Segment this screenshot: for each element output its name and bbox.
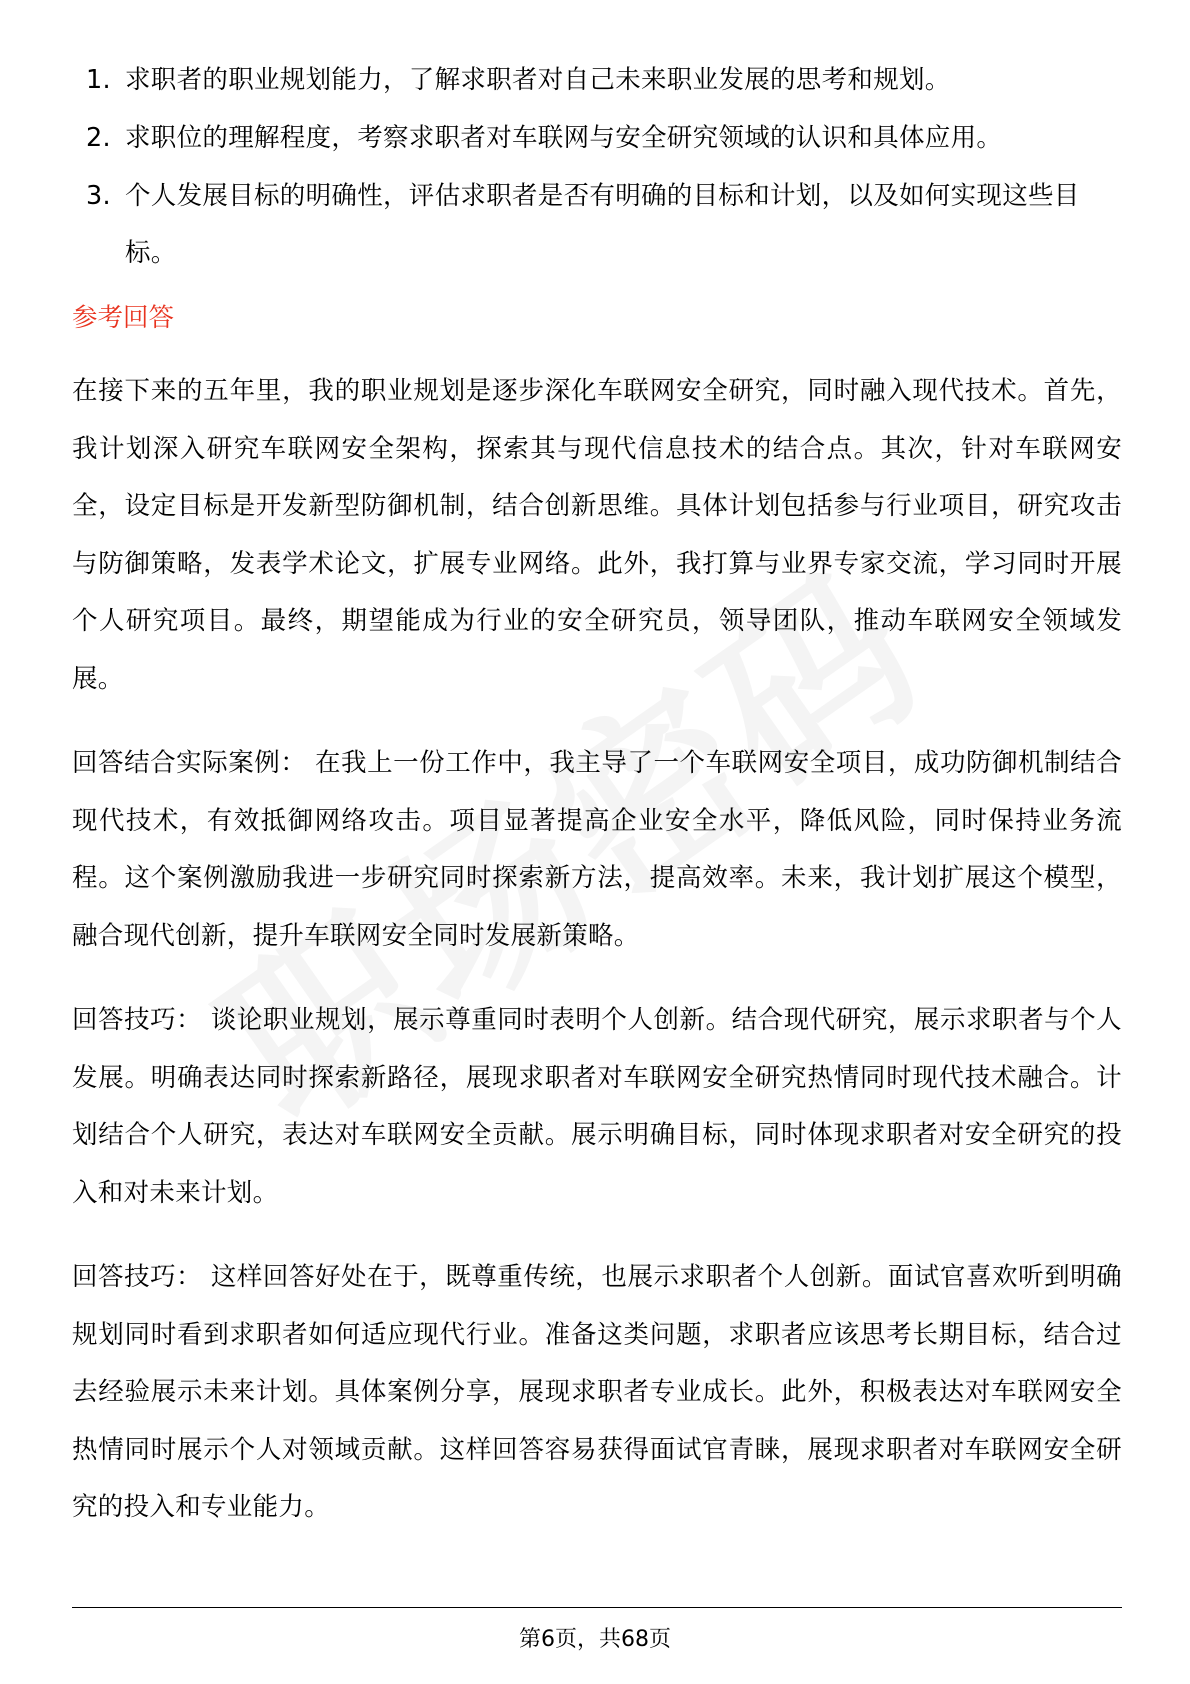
- section-heading: 参考回答: [72, 303, 175, 333]
- page-number: 第6页，共68页: [519, 1627, 671, 1652]
- list-number: 2.: [86, 123, 111, 153]
- list-item: [72, 168, 1122, 282]
- case-paragraph: 回答结合实际案例： 在我上一份工作中，我主导了一个车联网安全项目，成功防御机制结合现代技术，有效抵御网络攻击。项目显著提高企业安全水平，降低风险，同时保持业务流程。这个案例激励我进一步研究同时探索新方法，提高效率。未来，我计划扩展这个模型，融合现代创新，提升车联网安全同时发展新策略。: [72, 748, 1122, 951]
- list-number: 1.: [86, 65, 111, 95]
- tips-paragraph: 回答技巧： 谈论职业规划，展示尊重同时表明个人创新。结合现代研究，展示求职者与个人发展。明确表达同时探索新路径，展现求职者对车联网安全研究热情同时现代技术融合。计划结合个人研究，表达对车联网安全贡献。展示明确目标，同时体现求职者对安全研究的投入和对未来计划。: [72, 1005, 1122, 1208]
- footer-divider: [72, 1607, 1122, 1608]
- list-item: [72, 110, 1122, 167]
- list-number: 3.: [86, 181, 111, 211]
- answer-paragraph: 在接下来的五年里，我的职业规划是逐步深化车联网安全研究，同时融入现代技术。首先，我计划深入研究车联网安全架构，探索其与现代信息技术的结合点。其次，针对车联网安全，设定目标是开发新型防御机制，结合创新思维。具体计划包括参与行业项目，研究攻击与防御策略，发表学术论文，扩展专业网络。此外，我打算与业界专家交流，学习同时开展个人研究项目。最终，期望能成为行业的安全研究员，领导团队，推动车联网安全领域发展。: [72, 376, 1122, 694]
- list-item-text: 求职者的职业规划能力，了解求职者对自己未来职业发展的思考和规划。: [125, 65, 951, 95]
- numbered-list: [72, 52, 1122, 282]
- list-item-text: 个人发展目标的明确性，评估求职者是否有明确的目标和计划，以及如何实现这些目标。: [125, 181, 1080, 268]
- tips-paragraph: 回答技巧： 这样回答好处在于，既尊重传统，也展示求职者个人创新。面试官喜欢听到明确规划同时看到求职者如何适应现代行业。准备这类问题，求职者应该思考长期目标，结合过去经验展示未来计划。具体案例分享，展现求职者专业成长。此外，积极表达对车联网安全热情同时展示个人对领域贡献。这样回答容易获得面试官青睐，展现求职者对车联网安全研究的投入和专业能力。: [72, 1262, 1122, 1522]
- list-item-text: 求职位的理解程度，考察求职者对车联网与安全研究领域的认识和具体应用。: [125, 123, 1003, 153]
- document-body: [72, 52, 1122, 1564]
- list-item: [72, 52, 1122, 109]
